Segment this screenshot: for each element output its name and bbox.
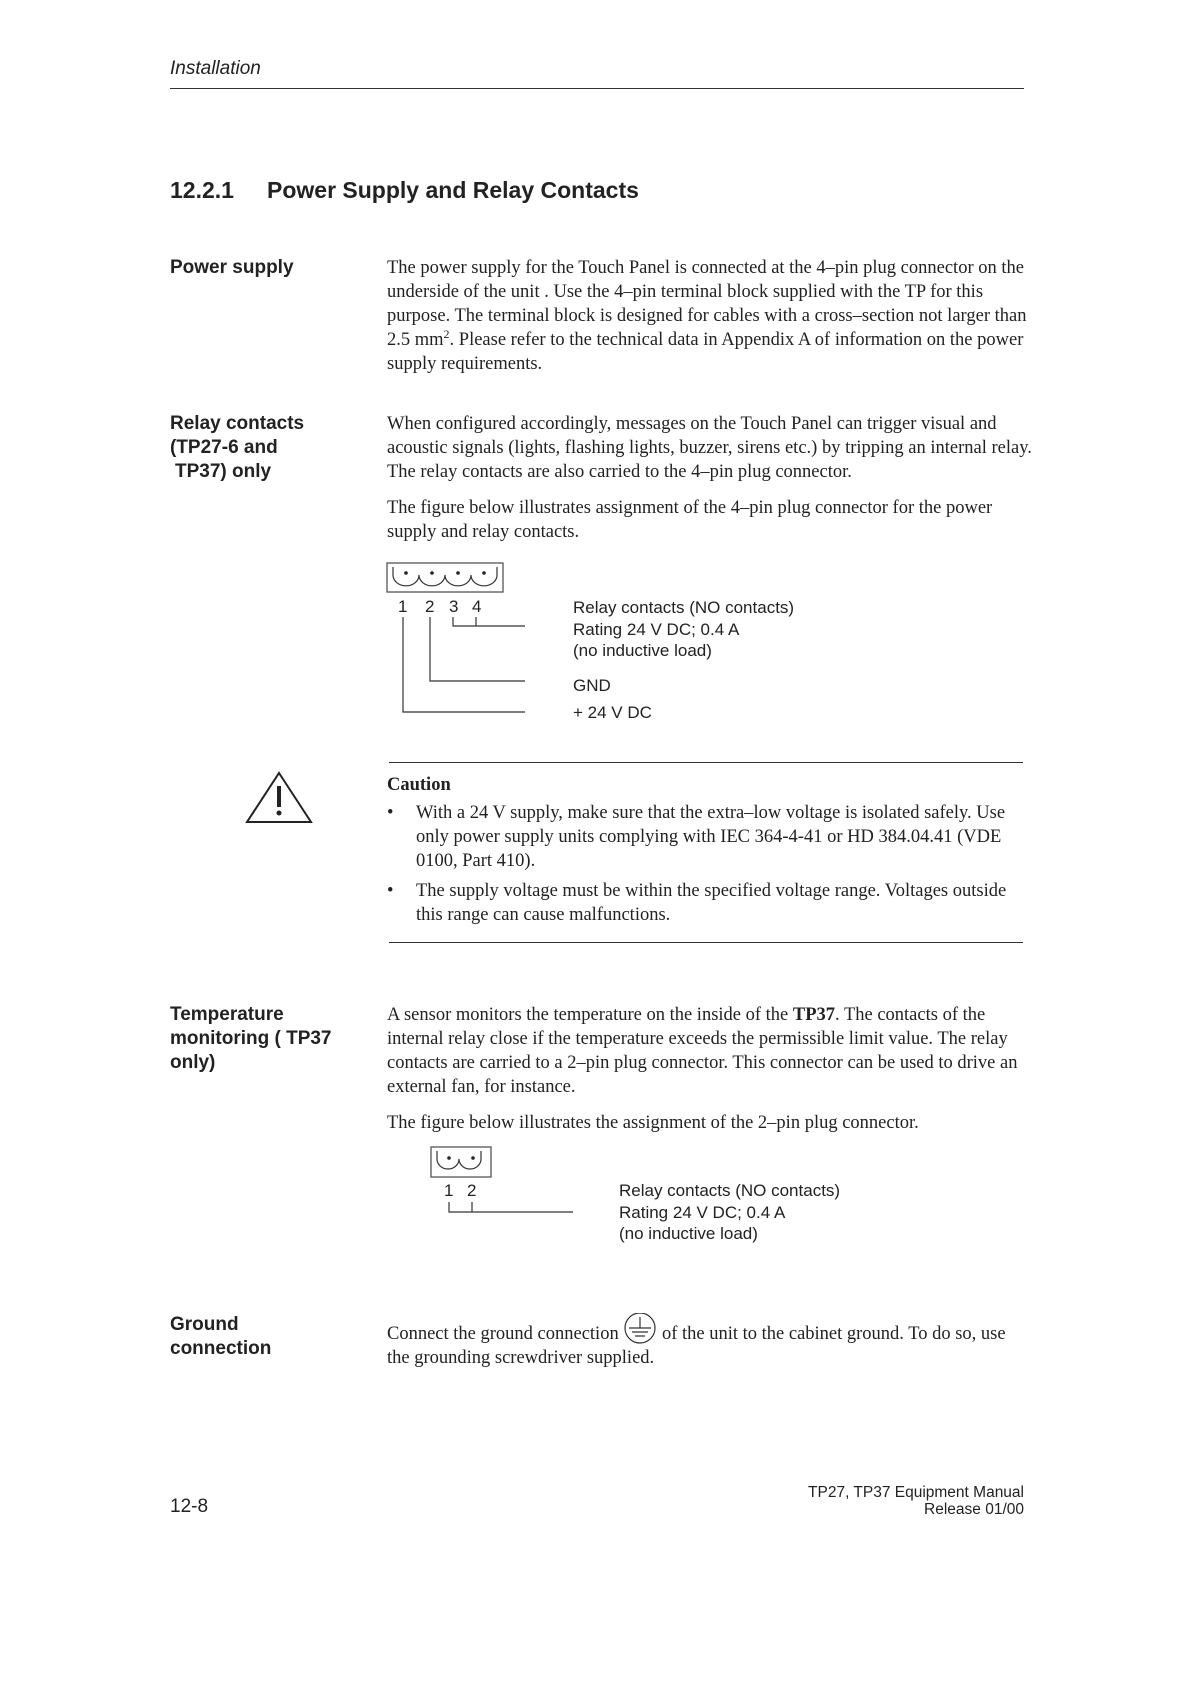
relay-label-line1: Relay contacts (NO contacts) bbox=[573, 598, 795, 617]
two-pin-connector-diagram bbox=[431, 1147, 840, 1243]
section-title: Power Supply and Relay Contacts bbox=[267, 177, 639, 203]
pin-4-label: 4 bbox=[472, 597, 482, 616]
caution-title: Caution bbox=[387, 775, 451, 795]
pin-2-label: 2 bbox=[467, 1181, 477, 1200]
gnd-label: GND bbox=[573, 676, 611, 695]
ground-symbol-icon bbox=[623, 1313, 657, 1345]
relay-label-line1: Relay contacts (NO contacts) bbox=[619, 1181, 841, 1200]
relay-label-line2: Rating 24 V DC; 0.4 A bbox=[619, 1203, 786, 1222]
caution-top-rule bbox=[389, 762, 1023, 763]
ground-connection-label: Ground connection bbox=[170, 1314, 272, 1359]
temperature-monitoring-text: A sensor monitors the temperature on the inside of the TP37. The contacts of the internal relay close if the temperature exceeds the permissible limit value. The relay contacts are carried to a 2–pin plug connector. This connector can be used to drive an external fan, for instance. The figure below illustrates the assignment of the 2–pin plug connector. bbox=[387, 1005, 1018, 1133]
power-supply-text: The power supply for the Touch Panel is connected at the 4–pin plug connector on the underside of the unit . Use the 4–pin terminal block supplied with the TP for this purpose. The terminal block is designed for cables with a cross–section not larger than 2.5 $mm^2$. Please refer to the technical data in Appendix A of information on the power supply requirements. bbox=[387, 258, 1027, 374]
warning-triangle-icon bbox=[247, 773, 311, 822]
pin-1-label: 1 bbox=[398, 597, 408, 616]
relay-contacts-label: Relay contacts (TP27-6 and TP37) only bbox=[170, 413, 305, 482]
relay-label-line2: Rating 24 V DC; 0.4 A bbox=[573, 620, 740, 639]
plus24-label: + 24 V DC bbox=[573, 703, 652, 722]
four-pin-connector-diagram bbox=[387, 563, 794, 722]
caution-box bbox=[387, 773, 1032, 933]
ground-connection-text: Connect the ground connection of the unit to the cabinet ground. To do so, use the grounding screwdriver supplied. bbox=[387, 1313, 1032, 1382]
relay-label-line3: (no inductive load) bbox=[619, 1224, 758, 1243]
relay-contacts-text: When configured accordingly, messages on the Touch Panel can trigger visual and acoustic signals (lights, flashing lights, buzzer, sirens etc.) by tripping an internal relay. The relay contacts are also carried to the 4–pin plug connector. The figure below illustrates assignment of the 4–pin plug connector for the power supply and relay contacts. bbox=[387, 414, 1032, 542]
caution-item: • With a 24 V supply, make sure that the extra–low voltage is isolated safely. Use only power supply units complying with IEC 364-4-41 or HD 384.04.41 (VDE 0100, Part 410). bbox=[387, 801, 1021, 873]
section-number: 12.2.1 bbox=[170, 177, 234, 203]
pin-2-label: 2 bbox=[425, 597, 435, 616]
running-header: Installation bbox=[170, 58, 261, 79]
page-number: 12-8 bbox=[170, 1496, 209, 1517]
caution-item: • The supply voltage must be within the specified voltage range. Voltages outside this range can cause malfunctions. bbox=[387, 879, 1021, 927]
footer-manual-info: TP27, TP37 Equipment Manual Release 01/00 bbox=[808, 1484, 1024, 1518]
relay-label-line3: (no inductive load) bbox=[573, 641, 712, 660]
power-supply-label: Power supply bbox=[170, 257, 294, 278]
pin-3-label: 3 bbox=[449, 597, 459, 616]
caution-bottom-rule bbox=[389, 942, 1023, 943]
temperature-monitoring-label: Temperature monitoring ( TP37 only) bbox=[170, 1004, 332, 1073]
pin-1-label: 1 bbox=[444, 1181, 454, 1200]
